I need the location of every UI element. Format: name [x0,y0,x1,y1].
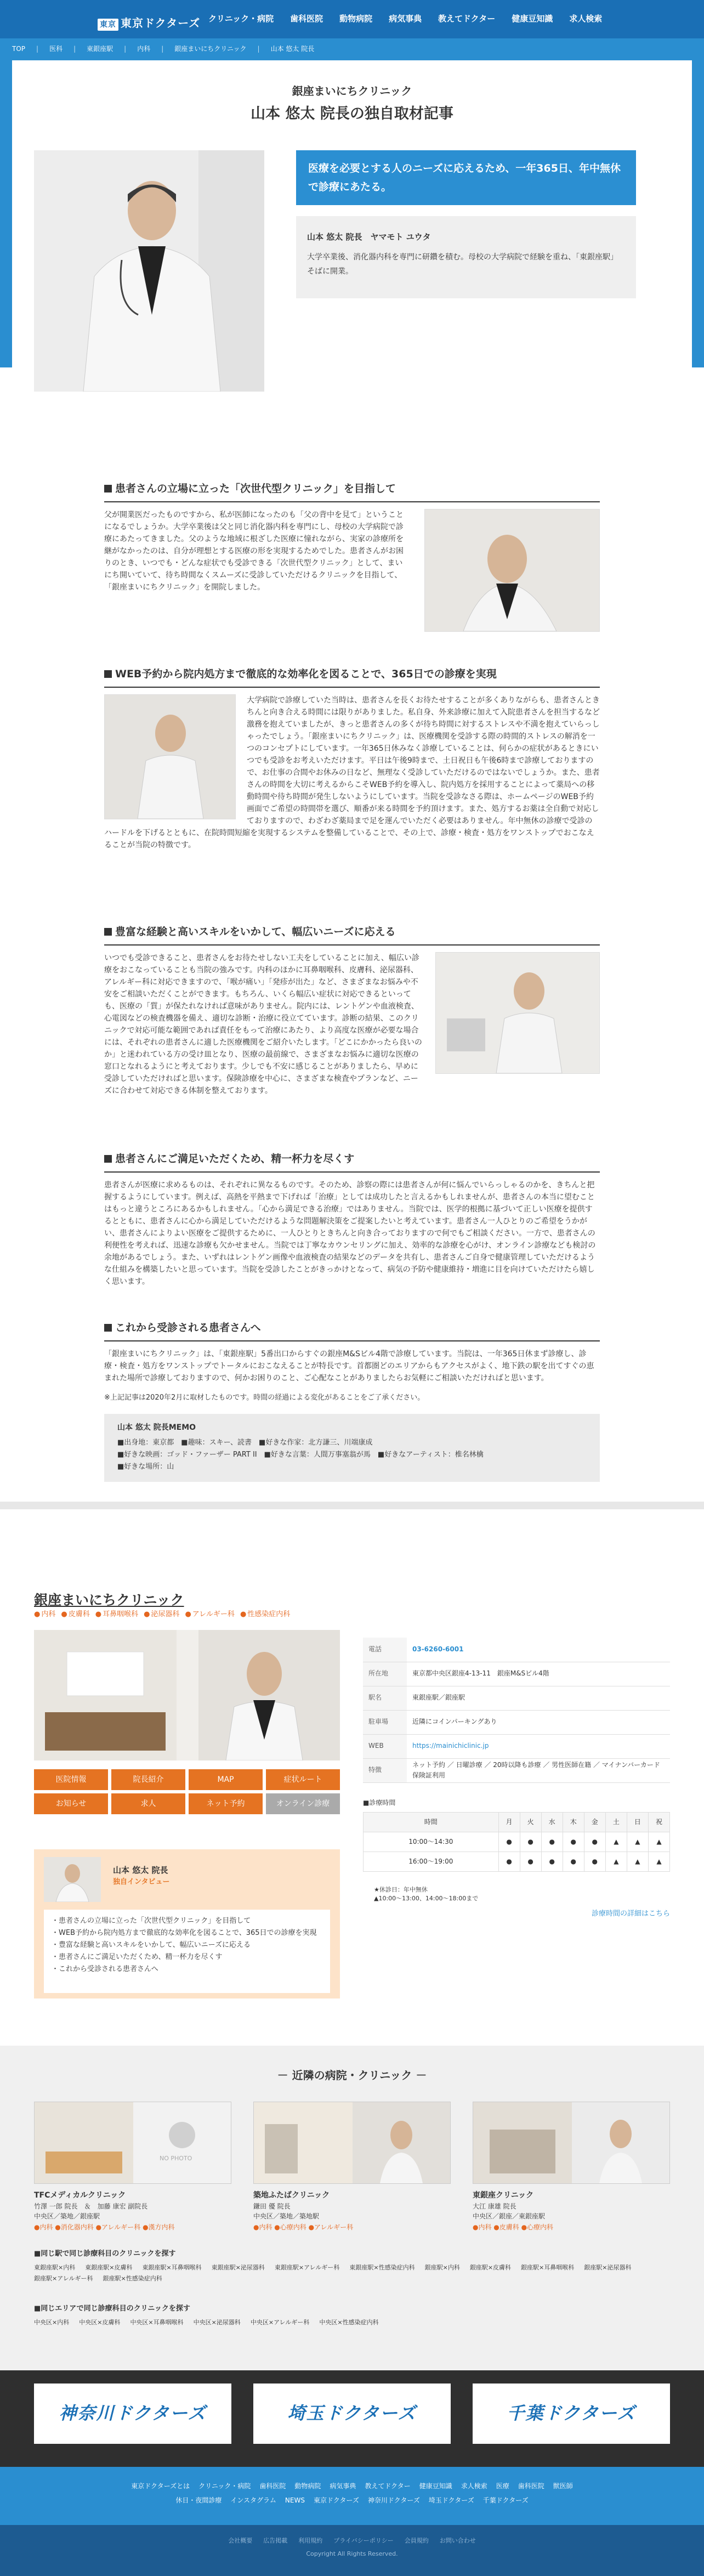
schedule-cell: ▲ [605,1832,627,1852]
search-links [34,2317,670,2328]
info-key: 駅名 [363,1686,407,1710]
tag: ● 皮膚科 [61,1609,89,1621]
info-key: 特徴 [363,1758,407,1782]
no-photo-label: NO PHOTO [160,2155,192,2162]
nav-item-dental[interactable]: 歯科医院 [290,14,323,24]
station-search-link[interactable]: 東銀座駅×泌尿器科 [211,2263,265,2271]
schedule-cell: ● [498,1832,520,1852]
station-search-link[interactable]: 銀座駅×耳鼻咽喉科 [521,2263,575,2271]
footer-row [0,2495,704,2506]
tag: ● アレルギー科 [185,1609,235,1621]
menu-button-map[interactable]: MAP [189,1769,263,1790]
station-search-link[interactable]: 東銀座駅×アレルギー科 [274,2263,340,2271]
schedule-cell: ● [584,1832,605,1852]
schedule-detail-link[interactable]: 診療時間の詳細はこちら [591,1910,670,1918]
nearby-clinic-tags: ●内科 ●皮膚科 ●心療内科 [473,2223,554,2232]
article-section-4 [104,1151,600,1288]
schedule-cell: 10:00～14:30 [364,1832,499,1852]
nearby-clinic-area: 中央区／築地／築地駅 [253,2212,320,2221]
info-key: 駐車場 [363,1710,407,1734]
section-title: 患者さんにご満足いただくため、精一杯力を尽くす [115,1153,355,1165]
schedule-cell: ● [563,1852,584,1872]
schedule-note: ★休診日：年中無休 [374,1886,428,1893]
station-search-link[interactable]: 東銀座駅×内科 [34,2263,76,2271]
nearby-clinic-tags: ●内科 ●心療内科 ●アレルギー科 [253,2223,354,2232]
nearby-clinic-area: 中央区／築地／銀座駅 [34,2212,100,2221]
breadcrumb-item[interactable]: 医科 [49,45,63,53]
interview-label: 独自インタビュー [113,1878,170,1886]
tag: ● 内科 [34,1609,55,1621]
doctor-description: 大学卒業後、消化器内科を専門に研鑽を積む。母校の大学病院で経験を重ね、「東銀座駅」そばに開業。 [307,253,618,276]
pref-banner-label: 千葉ドクターズ [507,2403,636,2424]
schedule-cell: ● [584,1852,605,1872]
menu-button-jobs[interactable]: 求人 [111,1793,185,1814]
footer-bottom [0,2525,704,2576]
area-search-link[interactable]: 中央区×耳鼻咽喉科 [130,2318,184,2326]
area-search [34,2303,670,2328]
pref-banner-label: 神奈川ドクターズ [59,2403,207,2424]
interview-list [44,1910,330,1993]
memo-line: ■出身地：東京都 ■趣味：スキー、読書 ■好きな作家：北方謙三、川端康成 [117,1439,373,1447]
footer-link[interactable]: 医療 [496,2482,509,2490]
schedule-cell: ▲ [648,1832,669,1852]
footer-link[interactable]: 教えてドクター [365,2482,411,2490]
nav-item-jobs[interactable]: 求人検索 [569,14,603,24]
schedule-cell: ▲ [627,1852,648,1872]
footer-link[interactable]: 埼玉ドクターズ [428,2496,474,2504]
interview-link[interactable]: ・ WEB予約から院内処方まで徹底的な効率化を図ることで、365日での診療を実現 [52,1927,322,1939]
section-photo [424,509,600,632]
memo-line: ■好きな映画：ゴッド・ファーザー PART II ■好きな言葉：人間万事塞翁が馬 ■好きなアーティスト：椎名林檎 [117,1451,484,1459]
section-title: 患者さんの立場に立った「次世代型クリニック」を目指して [115,483,396,495]
footer-link[interactable]: 動物病院 [294,2482,321,2490]
doctor-memo [104,1414,600,1482]
breadcrumb: TOP | 医科 | 東銀座駅 | 内科 | 銀座まいにちクリニック | 山本 悠太 院長 [0,38,704,60]
schedule-label: ■診療時間 [363,1799,396,1807]
area-search-link[interactable]: 中央区×皮膚科 [79,2318,121,2326]
nav-item-disease[interactable]: 病気事典 [389,14,422,24]
info-key: 所在地 [363,1662,407,1686]
nearby-clinic-doctor: 鎌田 優 院長 [253,2203,291,2211]
search-links [34,2262,670,2284]
breadcrumb-item[interactable]: TOP [12,45,26,53]
schedule-table [363,1812,670,1872]
schedule-cell: 16:00～19:00 [364,1852,499,1872]
catch-copy: 医療を必要とする人のニーズに応えるため、一年365日、年中無休で診療にあたる。 [296,150,636,205]
footer-link[interactable]: 東京ドクターズ [313,2496,359,2504]
footer-links [0,2536,704,2546]
section-body: いつでも受診できること、患者さんをお待たせしない工夫をしていることに加え、幅広い診療をおこなっていることも当院の強みです。内科のほかに耳鼻咽喉科、皮膚科、泌尿器科、アレルギー科に対応できますので、「喉が痛い」「発疹が出た」など、さまざまなお悩みや不安をご相談いただくことができます。もちろん、いくら幅広い症状に対応できるといっても、医療の「質」が保たれなければ意味がありません。院内には、レントゲンや血液検査、心電図などの検査機器を備え、適切な診断・治療に役立てています。診断の結果、このクリニックで対応可能な範囲であれば責任をもって治療にあたり、より高度な医療が必要な場合には、それぞれの患者さんに適した医療機関をご紹介いたします。「どこにかかったら良いのか」と迷われている方の受け皿となり、医療の最前線で、さまざまなお悩みに適切な医療の窓口となれるようにと考えております。少しでも不安に感じることがありましたら、早めに受診していただければと思います。保険診療を中心に、さまざまな検査やプランなど、ニーズに合わせて対応できる体制を整えております。 [104,954,422,1096]
station-search [34,2249,670,2284]
doctor-photo [34,150,264,392]
clinic-name-link[interactable]: 銀座まいにちクリニック [34,1592,184,1608]
search-title: ■同じ駅で同じ診療科目のクリニックを探す [34,2250,176,2258]
schedule-cell: ▲ [605,1852,627,1872]
pref-banner-saitama[interactable] [253,2383,451,2444]
schedule-cell: ● [563,1832,584,1852]
breadcrumb-item[interactable]: 銀座まいにちクリニック [174,45,247,53]
footer-link[interactable]: 会員規約 [404,2537,429,2544]
area-search-link[interactable]: 中央区×内科 [34,2318,70,2326]
schedule-cell: ▲ [627,1832,648,1852]
menu-button-web-reserve[interactable]: ネット予約 [189,1793,263,1814]
global-nav [208,12,602,25]
clinic-subtitle: 銀座まいにちクリニック [292,84,412,98]
area-search-link[interactable]: 中央区×性感染症内科 [319,2318,379,2326]
interview-link[interactable]: ・ 患者さんにご満足いただくため、精一杯力を尽くす [52,1951,322,1963]
station-search-link[interactable]: 銀座駅×内科 [424,2263,460,2271]
address: 東京都中央区銀座4-13-11 銀座M&Sビル4階 [407,1662,670,1686]
memo-line: ■好きな場所：山 [117,1463,174,1471]
menu-button-director[interactable]: 院長紹介 [111,1769,185,1790]
nearby-clinic-photo [473,2102,670,2184]
info-key: WEB [363,1734,407,1758]
website-link[interactable]: https://mainichiclinic.jp [407,1734,670,1758]
station-search-link[interactable]: 東銀座駅×耳鼻咽喉科 [142,2263,202,2271]
article-section-5 [104,1320,600,1404]
section-photo [435,952,600,1074]
nearby-clinic-doctor: 大江 康雄 院長 [473,2203,516,2211]
footer-link[interactable]: クリニック・病院 [198,2482,251,2490]
parking: 近隣にコインパーキングあり [407,1710,670,1734]
section-body: 父が開業医だったものですから、私が医師になったのも「父の背中を見て」ということになるでしょうか。大学卒業後は父と同じ消化器内科を専門にし、母校の大学病院で診療にあたってきました。父のような地域に根ざした医療に憧れながら、実家の診療所を継がなかったのは、自分が理想とする医療の形を実現するためでした。患者さんがお困りのとき、いつでも・どんな症状でも受診できる「次世代型クリニック」として、まいにち開いていて、待ち時間なくスムーズに受診していただけるクリニックを目指して、「銀座まいにちクリニック」を開院しました。 [104,511,404,592]
breadcrumb-current: 山本 悠太 院長 [270,45,315,53]
area-search-link[interactable]: 中央区×アレルギー科 [250,2318,310,2326]
footer-link[interactable]: 利用規約 [298,2537,323,2544]
article-note: ※上記記事は2020年2月に取材したものです。時間の経過による変化があることをご了承ください。 [104,1394,425,1402]
station-search-link[interactable]: 東銀座駅×皮膚科 [85,2263,133,2271]
tag: ● 耳鼻咽喉科 [95,1609,138,1621]
nearby-title: － 近隣の病院・クリニック － [277,2069,427,2082]
footer-link[interactable]: 健康豆知識 [419,2482,452,2490]
article-section-2 [104,666,600,851]
nav-item-ask-doctor[interactable]: 教えてドクター [438,14,496,24]
menu-button-clinic-info[interactable]: 医院情報 [34,1769,108,1790]
footer-link[interactable]: 歯科医院 [518,2482,544,2490]
nearby-clinic-name[interactable]: 東銀座クリニック [473,2191,534,2200]
divider [0,1502,704,1509]
breadcrumb-item[interactable]: 東銀座駅 [87,45,113,53]
nearby-clinic-name[interactable]: 築地ふたばクリニック [253,2191,330,2200]
section-body: 大学病院で診療していた当時は、患者さんを長くお待たせすることが多くありながらも、患者さんときちんと向き合える時間には限りがありました。私自身、外来診療に加えて入院患者さんを担当するなど激務を抱えていましたが、きっと患者さんの多くが待ち時間に対するストレスや不満を抱えていらっしゃったでしょう。「銀座まいにちクリニック」は、医療機関を受診する際の時間的ストレスの解消を一つのコンセプトにしています。一年365日休みなく診療していることは、何らかの症状があるときにいつでも受診をお考えいただけます。平日は午後9時まで、土日祝日も午後6時まで診療しておりますので、お仕事の合間やお休みの日など、無理なく受診していただけるのではないでしょうか。また、患者さんの時間を大切に考えるからこそWEB予約を導入し、院内処方を採用することによって薬局への移動時間や待ち時間が発生しないようにしています。当院を受診なさる際は、ホームページのWEB予約画面でご希望の時間帯を選び、順番が来る時間を予約頂けます。また、処方するお薬は全自動で対応しておりますので、わざわざ薬局まで足を運んでいただく必要はありません。年中無休の診療で受診のハードルを下げるとともに、在院時間短縮を実現するシステムを整備していることで、その上で、診療・検査・処方をワンストップでおこなえることが当院の特徴です。 [104,696,600,850]
menu-button-online: オンライン診療 [266,1793,340,1814]
schedule-head: 水 [541,1813,563,1832]
schedule-cell: ● [541,1852,563,1872]
footer-link[interactable]: 休日・夜間診療 [175,2496,222,2504]
schedule-note: ▲10:00～13:00、14:00～18:00まで [374,1895,479,1902]
footer-link[interactable]: 会社概要 [228,2537,253,2544]
footer-link[interactable]: 歯科医院 [259,2482,286,2490]
schedule-cell: ● [541,1832,563,1852]
schedule-head: 月 [498,1813,520,1832]
area-search-link[interactable]: 中央区×泌尿器科 [193,2318,241,2326]
pref-banner-kanagawa[interactable] [34,2383,231,2444]
schedule-cell: ● [520,1832,541,1852]
nearby-clinic-card[interactable] [473,2102,670,2233]
clinic-info-table [363,1638,670,1783]
clinic-menu [34,1769,340,1814]
interview-photo [44,1857,101,1902]
menu-button-symptom[interactable]: 症状ルート [266,1769,340,1790]
schedule-head: 日 [627,1813,648,1832]
article-section-1 [104,480,600,632]
doctor-profile-box [296,216,636,298]
pref-banner-label: 埼玉ドクターズ [287,2403,417,2424]
nearby-clinic-photo [253,2102,451,2184]
footer-link[interactable]: 東京ドクターズとは [131,2482,190,2490]
article-header [12,60,692,400]
interview-doctor-name: 山本 悠太 院長 [113,1865,168,1875]
memo-title: 山本 悠太 院長MEMO [117,1423,196,1432]
menu-button-news[interactable]: お知らせ [34,1793,108,1814]
footer-link[interactable]: お問い合わせ [439,2537,476,2544]
article-section-3 [104,924,600,1097]
schedule-head: 祝 [648,1813,669,1832]
footer-link[interactable]: NEWS [285,2496,305,2504]
station-search-link[interactable]: 東銀座駅×性感染症内科 [349,2263,415,2271]
nearby-clinic-card[interactable] [34,2102,231,2233]
section-body: 「銀座まいにちクリニック」は、「東銀座駅」5番出口からすぐの銀座M&Sビル4階で診療しています。当院は、一年365日休まず診療し、診療・検査・処方をワンストップでトータルにおこなえることが特長です。首都圏どのエリアからもアクセスがよく、地下鉄の駅を出てすぐの恵まれた場所で診療しておりますので、何かお困りのこと、ご心配なことがありましたらお気軽にご相談いただければと思います。 [104,1350,594,1383]
station: 東銀座駅／銀座駅 [407,1686,670,1710]
interview-link[interactable]: ・ 豊富な経験と高いスキルをいかして、幅広いニーズに応える [52,1939,322,1951]
nav-item-clinic[interactable]: クリニック・病院 [208,14,274,24]
search-title: ■同じエリアで同じ診療科目のクリニックを探す [34,2305,190,2313]
section-title: これから受診される患者さんへ [115,1322,261,1334]
page-title: 山本 悠太 院長の独自取材記事 [251,105,453,122]
schedule-cell: ▲ [648,1852,669,1872]
section-body: 患者さんが医療に求めるものは、それぞれに異なるものです。そのため、診察の際には患者さんが何に悩んでいらっしゃるのかを、きちんと把握するようにしています。例えば、高熱を平熱まで下げれば「治療」としては成功したと言えるかもしれませんが、患者さんの本当に望むことはもっと違うところにあるかもしれません。「心から満足できる治療」ではありません。当院では、医学的根拠に基づいて正しい医療を提供するとともに、患者さんに心から満足していただけるような問題解決策をご提案したいと考えています。患者さん一人ひとりのご希望をうかがい、患者さんによりよい医療をご提供するために、一人ひとりときちんと向き合っておりますので何でもご相談ください。一方で、患者さんの利便性を考えれば、迅速な診療も欠かせません。当院では丁寧なカウンセリングに加え、効率的な診療を心がけ、オンライン診療なども検討の余地があるでしょう。また、いずれはレントゲン画像や血液検査の結果などのデータを共有し、患者さんご自身で健康管理していただけるような仕組みを構築したいと思っています。当院を受診したことがきっかけとなって、病気の予防や健康維持・増進に目を向けていただけたら嬉しく思います。 [104,1181,596,1287]
interview-box [34,1849,340,1998]
footer-row [0,2481,704,2492]
footer-link[interactable]: プライバシーポリシー [333,2537,394,2544]
footer-link[interactable]: 求人検索 [461,2482,487,2490]
tag: ● 性感染症内科 [240,1609,290,1621]
section-title: 豊富な経験と高いスキルをいかして、幅広いニーズに応える [115,926,396,938]
section-title: WEB予約から院内処方まで徹底的な効率化を図ることで、365日での診療を実現 [115,668,497,680]
nav-item-animal[interactable]: 動物病院 [339,14,373,24]
tag: ● 泌尿器科 [144,1609,179,1621]
station-search-link[interactable]: 銀座駅×アレルギー科 [34,2274,93,2282]
footer-link[interactable]: 広告掲載 [263,2537,288,2544]
nearby-clinic-card[interactable] [253,2102,451,2233]
nearby-clinic-doctor: 竹澤 一郎 院長 ＆ 加藤 康宏 副院長 [34,2203,148,2211]
footer-link[interactable]: 獣医師 [553,2482,573,2490]
section-photo [104,694,236,819]
breadcrumb-item[interactable]: 内科 [137,45,151,53]
nearby-clinic-tags: ●内科 ●消化器内科 ●アレルギー科 ●漢方内科 [34,2223,175,2232]
copyright: Copyright All Rights Reserved. [306,2550,398,2557]
schedule-head: 火 [520,1813,541,1832]
clinic-photo [34,1630,340,1760]
clinic-tags [34,1609,290,1621]
footer-link[interactable]: インスタグラム [230,2496,276,2504]
doctor-name: 山本 悠太 院長 ヤマモト ユウタ [307,232,431,242]
schedule-cell: ● [520,1852,541,1872]
nearby-clinic-photo [34,2102,231,2184]
interview-link[interactable]: ・ これから受診される患者さんへ [52,1963,322,1975]
global-header [0,0,704,38]
schedule-head: 土 [605,1813,627,1832]
phone-number[interactable]: 03-6260-6001 [407,1638,670,1662]
schedule-notes [374,1886,478,1903]
interview-link[interactable]: ・ 患者さんの立場に立った「次世代型クリニック」を目指して [52,1915,322,1927]
pref-banner-chiba[interactable] [473,2383,670,2444]
nearby-clinic-name[interactable]: TFCメディカルクリニック [34,2191,126,2200]
footer-nav [0,2467,704,2525]
station-search-link[interactable]: 銀座駅×泌尿器科 [584,2263,632,2271]
footer-link[interactable]: 病気事典 [330,2482,356,2490]
schedule-head: 金 [584,1813,605,1832]
info-key: 電話 [363,1638,407,1662]
schedule-cell: ● [498,1852,520,1872]
schedule-head: 木 [563,1813,584,1832]
nav-item-health-tips[interactable]: 健康豆知識 [512,14,553,24]
station-search-link[interactable]: 銀座駅×性感染症内科 [103,2274,162,2282]
station-search-link[interactable]: 銀座駅×皮膚科 [469,2263,512,2271]
footer-link[interactable]: 千葉ドクターズ [482,2496,529,2504]
footer-link[interactable]: 神奈川ドクターズ [367,2496,420,2504]
schedule-head: 時間 [364,1813,499,1832]
nearby-clinic-area: 中央区／銀座／東銀座駅 [473,2212,546,2221]
site-logo[interactable]: 東京 東京ドクターズ [98,14,200,32]
features: ネット予約 ／ 日曜診療 ／ 20時以降も診療 ／ 男性医師在籍 ／ マイナンバーカード保険証利用 [407,1758,670,1782]
